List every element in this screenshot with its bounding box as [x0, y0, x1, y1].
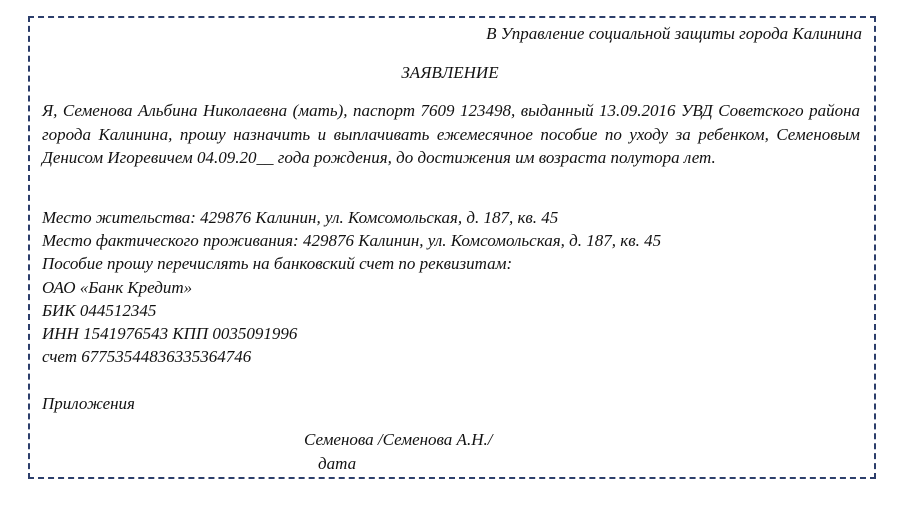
residence-line: Место жительства: 429876 Калинин, ул. Комсомольская, д. 187, кв. 45 — [42, 208, 559, 227]
signature-line: Семенова /Семенова А.Н./ — [304, 430, 493, 449]
account-line: счет 67753544836335364746 — [42, 347, 252, 367]
date-label: дата — [318, 454, 357, 473]
actual-residence-line: Место фактического проживания: 429876 Калинин, ул. Комсомольская, д. 187, кв. 45 — [42, 231, 662, 251]
transfer-request-line: Пособие прошу перечислять на банковский счет по реквизитам: — [42, 254, 513, 274]
bank-name-line: ОАО «Банк Кредит» — [42, 277, 193, 297]
details-block — [42, 206, 661, 368]
document-title: ЗАЯВЛЕНИЕ — [401, 63, 499, 82]
application-body: Я, Семенова Альбина Николаевна (мать), паспорт 7609 123498, выданный 13.09.2016 УВД Советского района города Калинина, прошу назначить и выплачивать ежемесячное пособие по уходу за ребенком, Семеновым Денисом Игоревичем 04.09.20__ года рождения, до достижения им возраста полутора лет. — [42, 101, 860, 167]
attachments-label: Приложения — [42, 394, 135, 413]
inn-kpp-line: ИНН 1541976543 КПП 0035091996 — [42, 323, 298, 343]
addressee: В Управление социальной защиты города Калинина — [486, 24, 862, 43]
bik-line: БИК 044512345 — [42, 300, 157, 320]
